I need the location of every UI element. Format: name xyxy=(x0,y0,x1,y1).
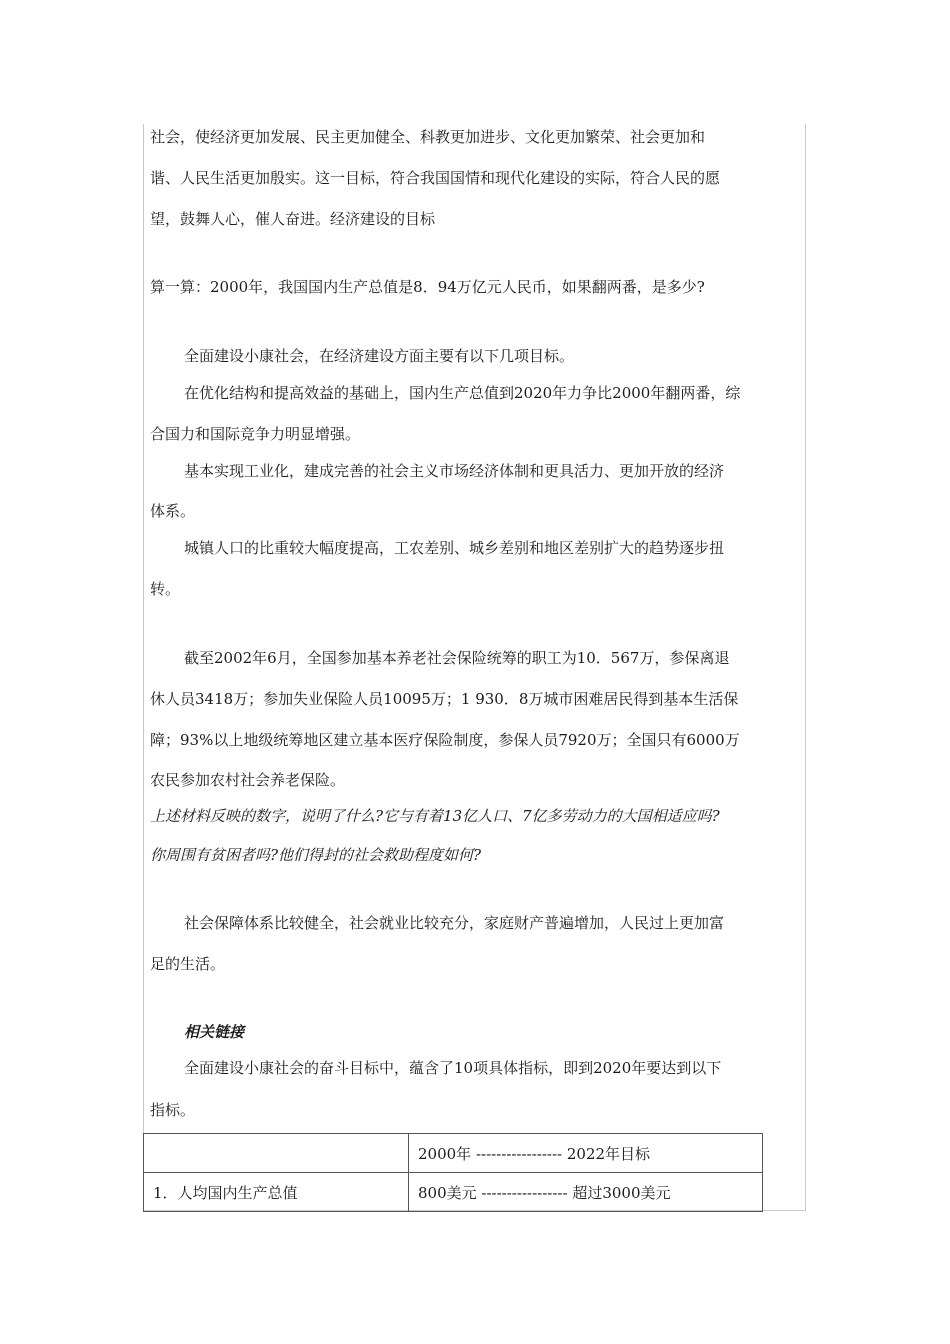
paragraph-line: 障；93%以上地级统筹地区建立基本医疗保险制度，参保人员7920万；全国只有6000万 xyxy=(150,731,740,749)
table-cell: 800美元 ----------------- 超过3000美元 xyxy=(409,1173,763,1212)
question-line: 上述材料反映的数字，说明了什么?它与有着13亿人口、7亿多劳动力的大国相适应吗? xyxy=(150,807,720,825)
table-header-row xyxy=(144,1134,763,1173)
paragraph-line: 足的生活。 xyxy=(150,955,226,973)
paragraph-line: 休人员3418万；参加失业保险人员10095万；1 930．8万城市困难居民得到基本生活保 xyxy=(150,690,739,708)
paragraph-line: 望，鼓舞人心，催人奋进。经济建设的目标 xyxy=(150,210,436,228)
paragraph-line: 社会保障体系比较健全，社会就业比较充分，家庭财产普遍增加，人民过上更加富 xyxy=(184,914,725,932)
paragraph-line: 全面建设小康社会的奋斗目标中，蕴含了10项具体指标，即到2020年要达到以下 xyxy=(184,1059,722,1077)
table-row xyxy=(144,1173,763,1212)
paragraph-line: 指标。 xyxy=(150,1101,196,1119)
paragraph-line: 转。 xyxy=(150,580,181,598)
table-cell: 2000年 ----------------- 2022年目标 xyxy=(409,1134,763,1173)
table-cell xyxy=(144,1134,409,1173)
table-cell: 1．人均国内生产总值 xyxy=(144,1173,409,1212)
paragraph-line: 社会，使经济更加发展、民主更加健全、科教更加进步、文化更加繁荣、社会更加和 xyxy=(150,128,706,146)
paragraph-line: 农民参加农村社会养老保险。 xyxy=(150,771,346,789)
paragraph-line: 基本实现工业化，建成完善的社会主义市场经济体制和更具活力、更加开放的经济 xyxy=(184,462,725,480)
paragraph-line: 体系。 xyxy=(150,502,196,520)
paragraph-line: 全面建设小康社会，在经济建设方面主要有以下几项目标。 xyxy=(184,347,575,365)
indicator-table xyxy=(143,1133,763,1212)
paragraph-line: 合国力和国际竞争力明显增强。 xyxy=(150,425,361,443)
paragraph-line: 在优化结构和提高效益的基础上，国内生产总值到2020年力争比2000年翻两番，综 xyxy=(184,384,741,402)
paragraph-line: 截至2002年6月，全国参加基本养老社会保险统筹的职工为10．567万，参保离退 xyxy=(184,649,730,667)
exercise-line: 算一算：2000年，我国国内生产总值是8．94万亿元人民币，如果翻两番，是多少? xyxy=(150,278,705,296)
paragraph-line: 谐、人民生活更加殷实。这一目标，符合我国国情和现代化建设的实际，符合人民的愿 xyxy=(150,169,721,187)
question-line: 你周围有贫困者吗?他们得封的社会救助程度如何? xyxy=(150,846,482,864)
paragraph-line: 城镇人口的比重较大幅度提高，工农差别、城乡差别和地区差别扩大的趋势逐步扭 xyxy=(184,539,725,557)
section-heading: 相关链接 xyxy=(184,1023,245,1041)
